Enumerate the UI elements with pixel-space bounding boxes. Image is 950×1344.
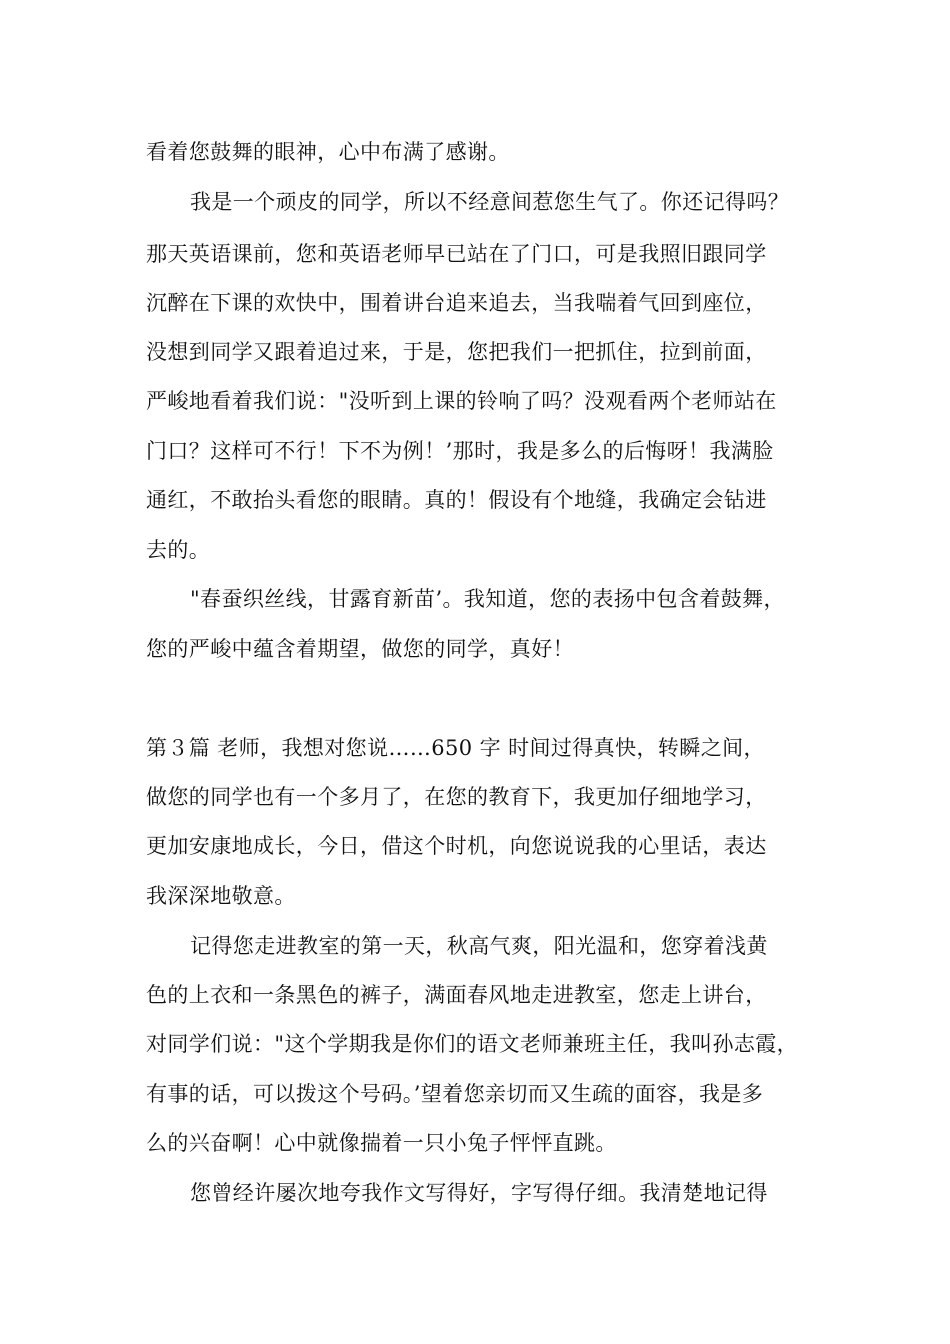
text-line: 门口？这样可不行！下不为例！’那时，我是多么的后悔呀！我满脸	[146, 439, 774, 463]
text-line: 看着您鼓舞的眼神，心中布满了感谢。	[146, 140, 510, 164]
text-line: 沉醉在下课的欢快中，围着讲台追来追去，当我喘着气回到座位，	[146, 291, 767, 315]
text-line: 做您的同学也有一个多月了，在您的教育下，我更加仔细地学习，	[146, 785, 767, 809]
text-line: 您的严峻中蕴含着期望，做您的同学，真好！	[146, 637, 574, 661]
text-line: 严峻地看着我们说："没听到上课的铃响了吗？没观看两个老师站在	[146, 389, 777, 413]
text-line: 我深深地敬意。	[146, 884, 296, 908]
text-line: 色的上衣和一条黑色的裤子，满面春风地走进教室，您走上讲台，	[146, 983, 767, 1007]
text-line: "春蚕织丝线，甘露育新苗’。我知道，您的表扬中包含着鼓舞，	[190, 587, 785, 611]
text-line: 去的。	[146, 538, 211, 562]
text-line: 没想到同学又跟着追过来，于是，您把我们一把抓住，拉到前面，	[146, 340, 767, 364]
text-line: 记得您走进教室的第一天，秋高气爽，阳光温和，您穿着浅黄	[190, 934, 768, 958]
text-line: 更加安康地成长，今日，借这个时机，向您说说我的心里话，表达	[146, 834, 767, 858]
text-line: 您曾经许屡次地夸我作文写得好，字写得仔细。我清楚地记得	[190, 1181, 768, 1205]
text-line: 我是一个顽皮的同学，所以不经意间惹您生气了。你还记得吗？	[190, 190, 790, 214]
text-line: 对同学们说："这个学期我是你们的语文老师兼班主任，我叫孙志霞，	[146, 1032, 799, 1056]
text-line: 么的兴奋啊！心中就像揣着一只小兔子怦怦直跳。	[146, 1131, 617, 1155]
article-heading-line: 第３篇 老师，我想对您说……650 字 时间过得真快，转瞬之间，	[146, 736, 765, 760]
text-line: 有事的话，可以拨这个号码。’望着您亲切而又生疏的面容，我是多	[146, 1082, 764, 1106]
text-line: 通红，不敢抬头看您的眼睛。真的！假设有个地缝，我确定会钻进	[146, 488, 767, 512]
text-line: 那天英语课前，您和英语老师早已站在了门口，可是我照旧跟同学	[146, 242, 767, 266]
